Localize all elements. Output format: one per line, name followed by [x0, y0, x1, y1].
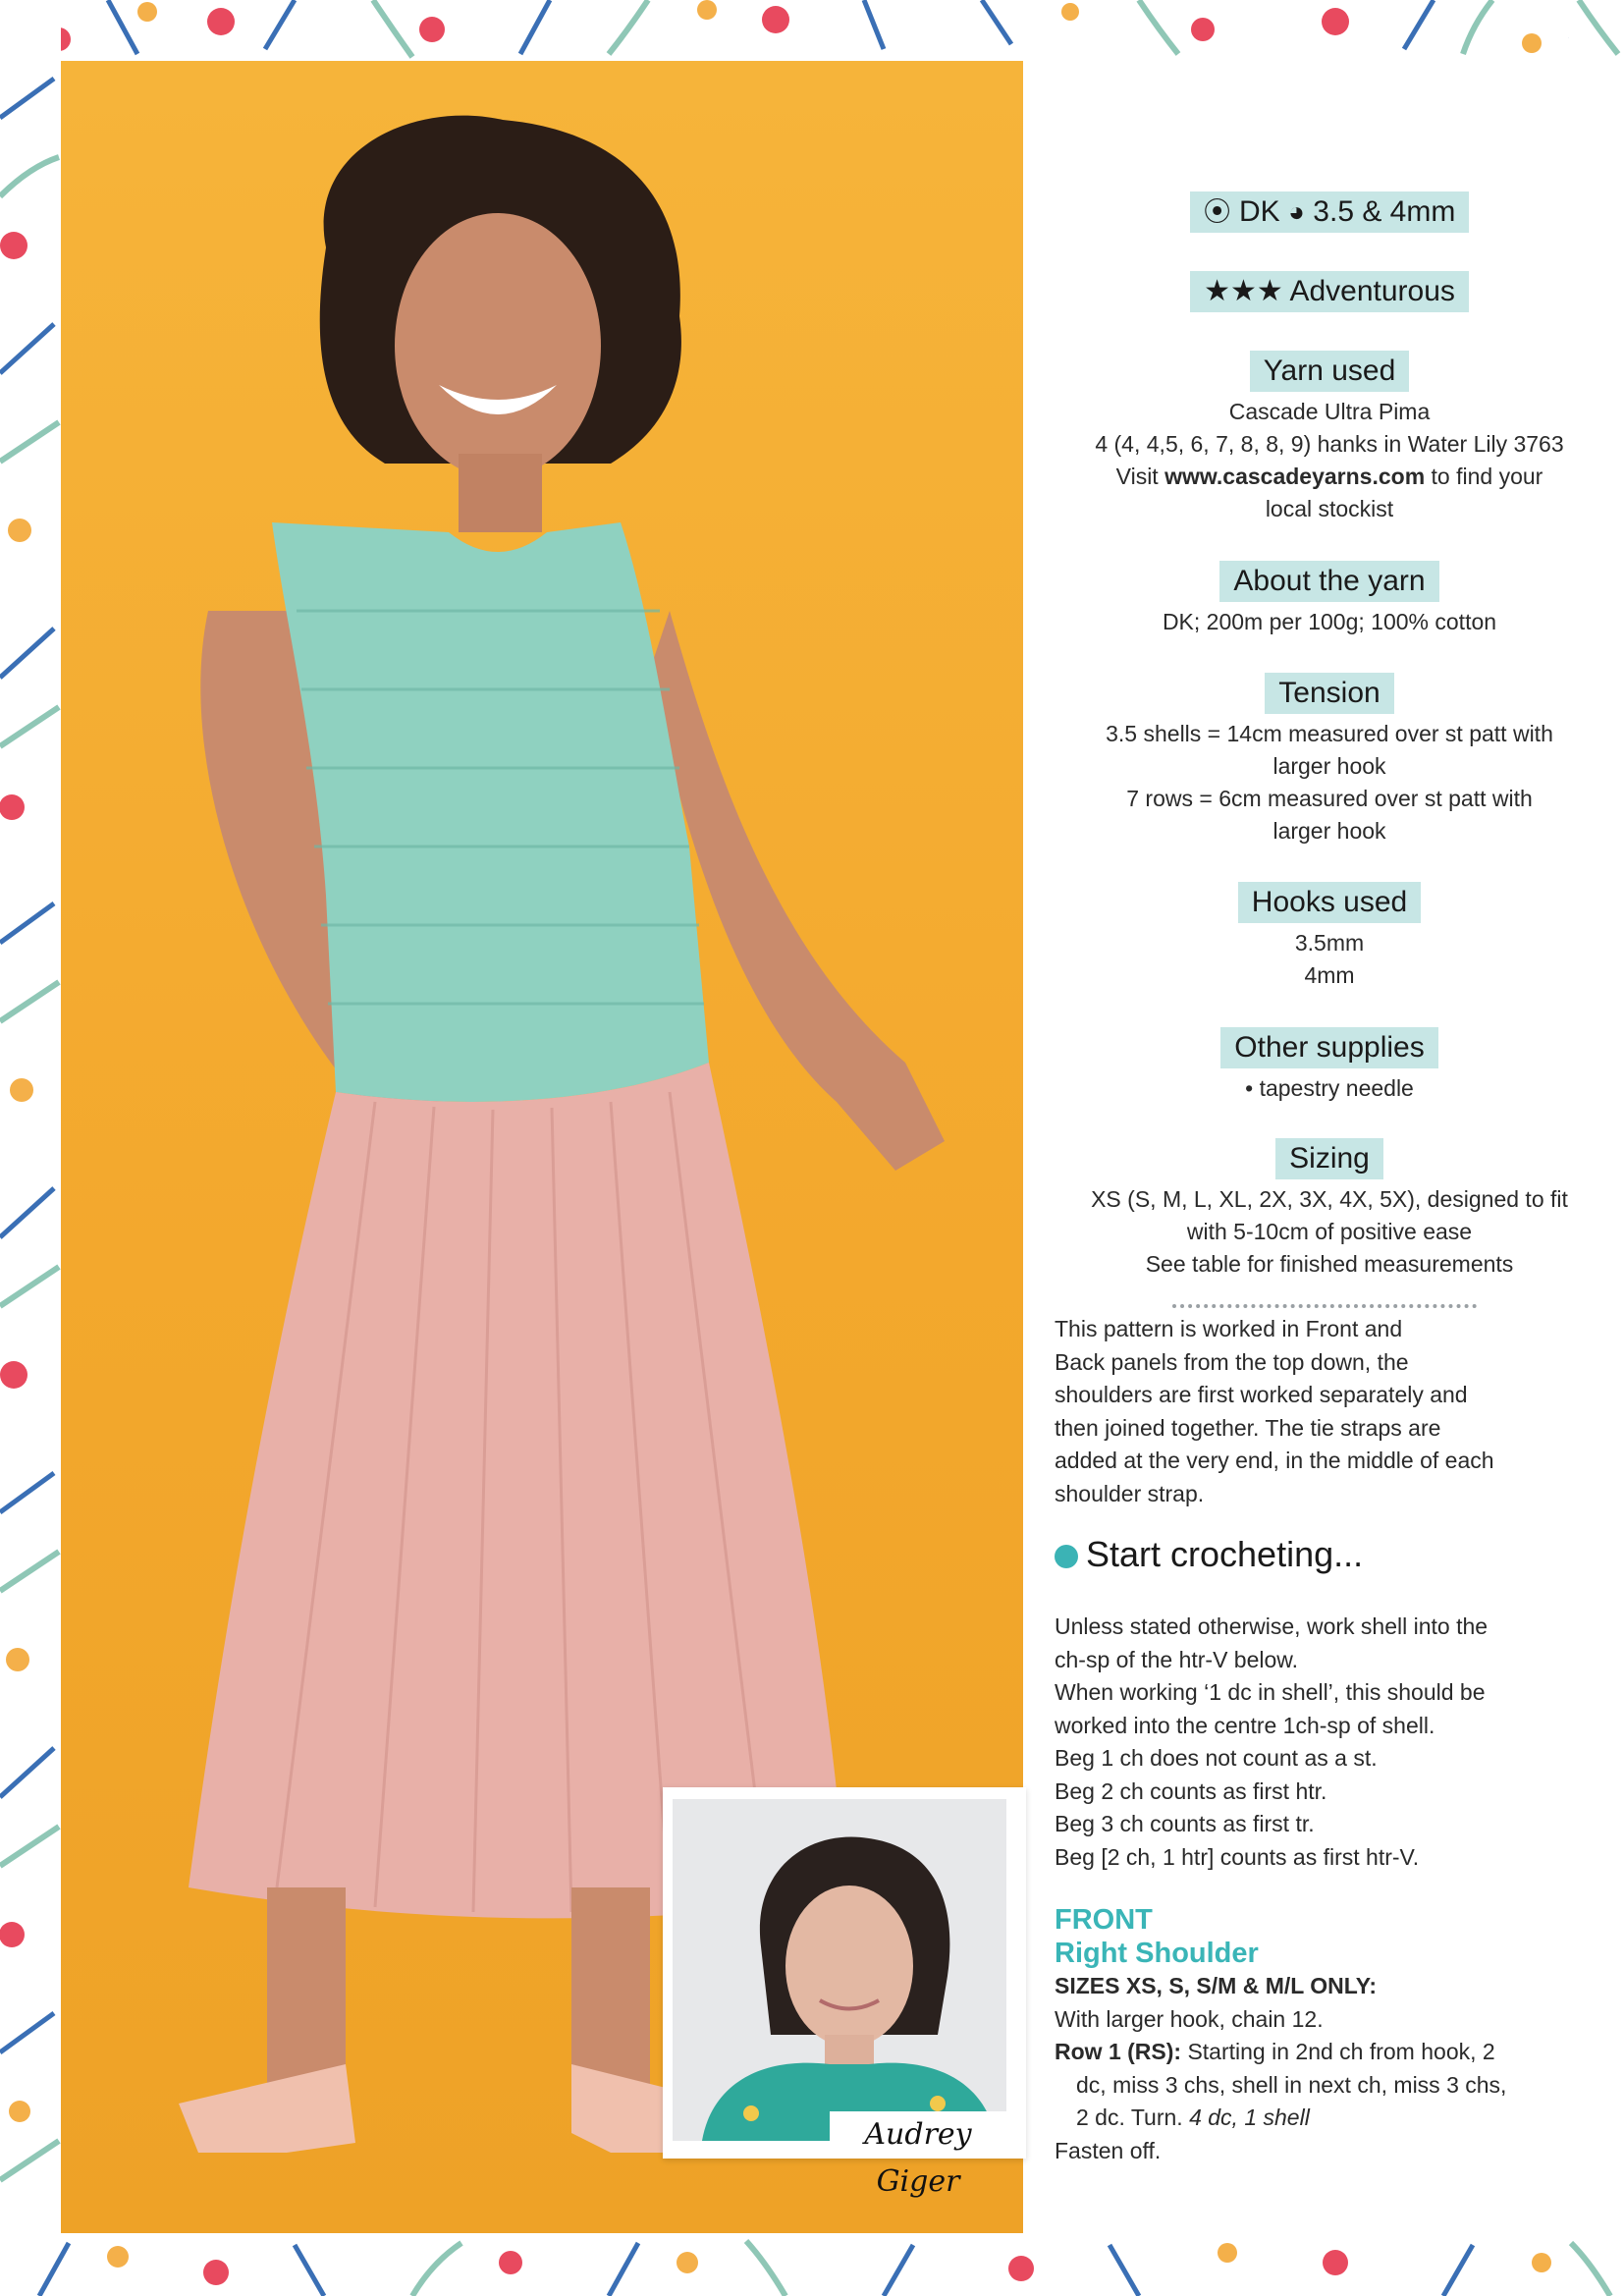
- other-supplies-details: [1055, 1072, 1604, 1105]
- hook-size: 4mm: [1304, 962, 1355, 988]
- floral-border-top: [0, 0, 1624, 59]
- intro-line: This pattern is worked in Front and: [1055, 1316, 1403, 1341]
- other-supplies-heading: [1055, 1027, 1604, 1068]
- visit-label: Visit: [1115, 464, 1159, 489]
- hooks-used-details: [1055, 927, 1604, 992]
- notes-paragraph: [1055, 1611, 1604, 1874]
- sizing-title: Sizing: [1275, 1138, 1383, 1179]
- note-line: Beg 3 ch counts as first tr.: [1055, 1811, 1315, 1836]
- front-sizes: SIZES XS, S, S/M & M/L ONLY:: [1055, 1973, 1378, 1998]
- yarn-used-heading: [1055, 351, 1604, 392]
- hook-size-icon: ◕: [1288, 196, 1305, 227]
- sizing-line: XS (S, M, L, XL, 2X, 3X, 4X, 5X), designed to fit: [1091, 1186, 1568, 1212]
- row1-label: Row 1 (RS):: [1055, 2039, 1182, 2064]
- intro-line: Back panels from the top down, the: [1055, 1348, 1409, 1375]
- note-line: ch-sp of the htr-V below.: [1055, 1646, 1299, 1672]
- fasten-off: Fasten off.: [1055, 2137, 1162, 2163]
- designer-name: Audrey Giger: [830, 2111, 1006, 2159]
- hook-size: 3.5mm: [1294, 930, 1365, 956]
- row1-line: [1055, 2036, 1604, 2069]
- row1-text: Starting in 2nd ch from hook, 2: [1187, 2039, 1495, 2064]
- floral-pattern-icon: [0, 0, 61, 2296]
- intro-line: added at the very end, in the middle of each: [1055, 1448, 1494, 1473]
- front-section: [1055, 1903, 1604, 2167]
- note-line: Beg [2 ch, 1 htr] counts as first htr-V.: [1055, 1843, 1420, 1870]
- floral-border-left: [0, 0, 61, 2296]
- intro-paragraph: [1055, 1313, 1604, 1510]
- yarn-used-title: Yarn used: [1250, 351, 1410, 392]
- note-line: worked into the centre 1ch-sp of shell.: [1055, 1712, 1435, 1738]
- floral-pattern-icon: [0, 2233, 1624, 2296]
- tension-heading: [1055, 673, 1604, 714]
- row1-text: dc, miss 3 chs, shell in next ch, miss 3 chs,: [1076, 2071, 1507, 2098]
- tension-line: larger hook: [1272, 818, 1386, 844]
- yarn-ball-icon: [1055, 1545, 1078, 1568]
- other-supplies-title: Other supplies: [1220, 1027, 1437, 1068]
- yarn-quantity: 4 (4, 4,5, 6, 7, 8, 8, 9) hanks in Water Lily 3763: [1095, 431, 1564, 457]
- sizing-details: [1055, 1183, 1604, 1281]
- about-yarn-details: [1055, 606, 1604, 638]
- hooks-used-title: Hooks used: [1238, 882, 1421, 923]
- difficulty-tag: [1190, 271, 1469, 312]
- tension-line: 7 rows = 6cm measured over st patt with: [1126, 786, 1533, 811]
- designer-portrait-icon: [673, 1799, 1006, 2141]
- start-heading-text: Start crocheting...: [1086, 1534, 1364, 1574]
- yarn-weight: DK: [1239, 195, 1280, 228]
- weight-hook-header: [1055, 191, 1604, 233]
- row1-text: 2 dc. Turn.: [1076, 2105, 1183, 2130]
- note-line: Beg 1 ch does not count as a st.: [1055, 1745, 1378, 1771]
- floral-pattern-icon: [0, 0, 1624, 59]
- start-heading: [1055, 1532, 1604, 1577]
- yarn-stockist: local stockist: [1265, 496, 1394, 521]
- designer-card: [663, 1787, 1026, 2199]
- cascade-yarns-link[interactable]: www.cascadeyarns.com: [1164, 464, 1426, 489]
- hooks-used-heading: [1055, 882, 1604, 923]
- visit-suffix: to find your: [1431, 464, 1543, 489]
- front-instruction: With larger hook, chain 12.: [1055, 2005, 1324, 2032]
- difficulty-header: [1055, 271, 1604, 312]
- row1-end: [1055, 2102, 1604, 2135]
- intro-line: then joined together. The tie straps are: [1055, 1414, 1441, 1441]
- difficulty-label: Adventurous: [1289, 275, 1455, 307]
- about-yarn-heading: [1055, 561, 1604, 602]
- tension-line: larger hook: [1272, 753, 1386, 779]
- yarn-ball-icon: ⦿: [1203, 196, 1231, 227]
- note-line: Beg 2 ch counts as first htr.: [1055, 1777, 1327, 1804]
- about-yarn-title: About the yarn: [1219, 561, 1438, 602]
- yarn-spec: DK; 200m per 100g; 100% cotton: [1162, 609, 1497, 634]
- yarn-visit-line: [1055, 461, 1604, 493]
- yarn-name: Cascade Ultra Pima: [1228, 399, 1431, 424]
- front-heading: FRONT: [1055, 1904, 1153, 1936]
- sizing-line: See table for finished measurements: [1145, 1251, 1514, 1277]
- floral-pattern-icon: [1569, 0, 1624, 59]
- intro-line: shoulders are first worked separately and: [1055, 1382, 1468, 1407]
- floral-border-right: [1569, 0, 1624, 59]
- sizing-heading: [1055, 1138, 1604, 1179]
- intro-line: shoulder strap.: [1055, 1480, 1205, 1506]
- hook-sizes: 3.5 & 4mm: [1313, 195, 1456, 228]
- floral-border-bottom: [0, 2233, 1624, 2296]
- row1-count: 4 dc, 1 shell: [1189, 2105, 1310, 2130]
- designer-photo: [673, 1799, 1006, 2141]
- note-line: When working ‘1 dc in shell’, this should be: [1055, 1679, 1486, 1705]
- front-subheading: Right Shoulder: [1055, 1938, 1259, 1969]
- difficulty-stars: ★★★: [1204, 275, 1283, 307]
- sizing-line: with 5-10cm of positive ease: [1186, 1219, 1473, 1244]
- yarn-used-details: [1055, 396, 1604, 525]
- tension-line: 3.5 shells = 14cm measured over st patt with: [1106, 721, 1553, 746]
- tension-title: Tension: [1265, 673, 1393, 714]
- tension-details: [1055, 718, 1604, 847]
- note-line: Unless stated otherwise, work shell into the: [1055, 1613, 1489, 1639]
- weight-hook-tag: [1190, 191, 1470, 233]
- supply-item: • tapestry needle: [1055, 1072, 1604, 1105]
